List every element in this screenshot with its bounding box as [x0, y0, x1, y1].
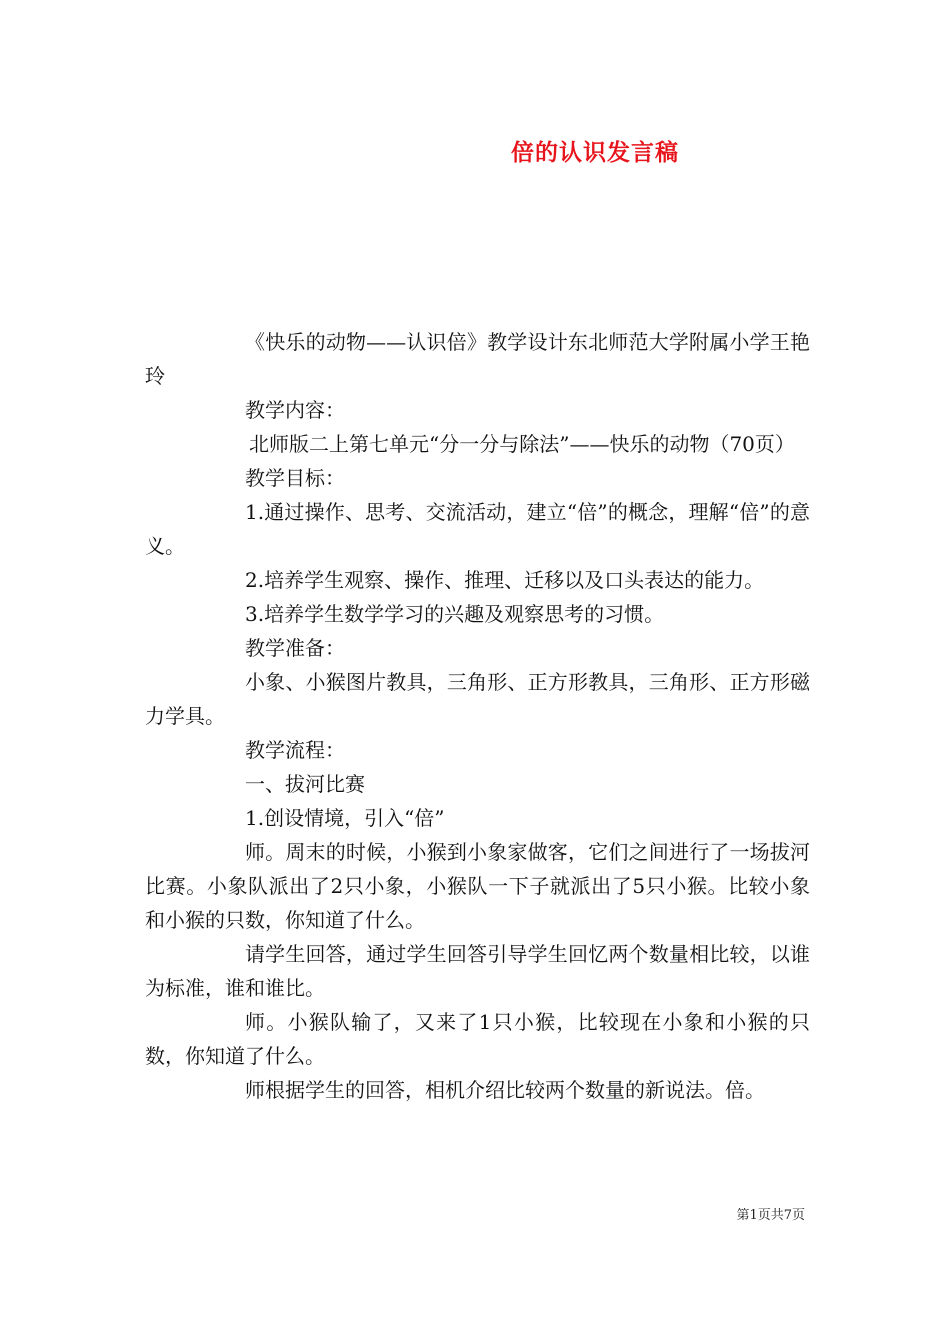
paragraph: 师。周末的时候，小猴到小象家做客，它们之间进行了一场拔河比赛。小象队派出了2只小象，小猴队一下子就派出了5只小猴。比较小象和小猴的只数，你知道了什么。: [145, 840, 810, 932]
paragraph: 2.培养学生观察、操作、推理、迁移以及口头表达的能力。: [245, 568, 765, 592]
paragraph: 3.培养学生数学学习的兴趣及观察思考的习惯。: [245, 602, 665, 626]
document-body: [145, 325, 810, 1107]
paragraph: 1.创设情境，引入“倍”: [245, 806, 445, 830]
paragraph: 师。小猴队输了，又来了1只小猴，比较现在小象和小猴的只数，你知道了什么。: [145, 1010, 810, 1068]
paragraph: 1.通过操作、思考、交流活动，建立“倍”的概念，理解“倍”的意义。: [145, 500, 810, 558]
document-title: 倍的认识发言稿: [511, 140, 679, 166]
paragraph: 北师版二上第七单元“分一分与除法”——快乐的动物（70页）: [249, 432, 795, 456]
paragraph: 教学内容：: [245, 398, 345, 422]
paragraph: 《快乐的动物——认识倍》教学设计东北师范大学附属小学王艳玲: [145, 330, 810, 388]
page-number: 第1页共7页: [736, 1208, 805, 1223]
paragraph: 教学目标：: [245, 466, 345, 490]
paragraph: 请学生回答，通过学生回答引导学生回忆两个数量相比较，以谁为标准，谁和谁比。: [145, 942, 810, 1000]
paragraph: 教学流程：: [245, 738, 345, 762]
paragraph: 小象、小猴图片教具，三角形、正方形教具，三角形、正方形磁力学具。: [145, 670, 810, 728]
paragraph: 教学准备：: [245, 636, 345, 660]
paragraph: 一、拔河比赛: [245, 772, 365, 796]
paragraph: 师根据学生的回答，相机介绍比较两个数量的新说法。倍。: [245, 1078, 765, 1102]
